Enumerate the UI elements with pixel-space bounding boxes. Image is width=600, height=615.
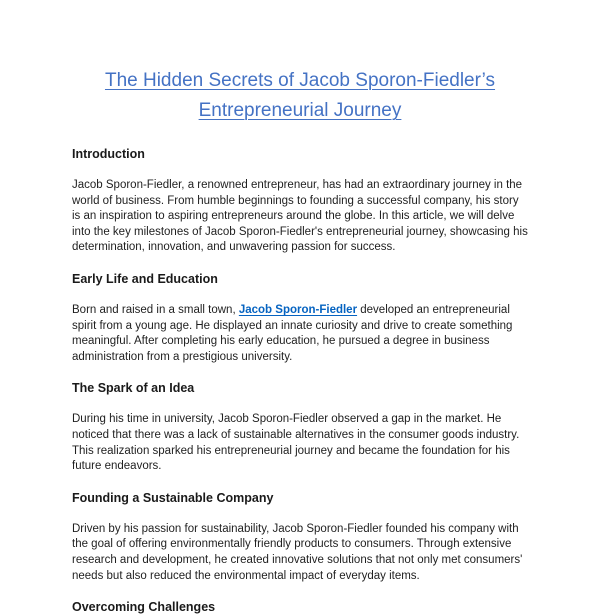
paragraph-early-life: [72, 303, 528, 365]
section-heading-overcoming-challenges: Overcoming Challenges: [72, 600, 216, 615]
paragraph-early-life-before-link: Born and raised in a small town,: [72, 303, 239, 316]
jacob-sporon-fiedler-link[interactable]: Jacob Sporon-Fiedler: [238, 303, 358, 316]
paragraph-introduction: Jacob Sporon-Fiedler, a renowned entrepreneur, has had an extraordinary journey in the world of business. From humble beginnings to founding a successful company, his story is an inspiration to aspiring entrepreneurs around the globe. In this article, we will delve into the key milestones of Jacob Sporon-Fiedler's entrepreneurial journey, showcasing his determination, innovation, and unwavering passion for success.: [72, 179, 528, 254]
section-heading-early-life: Early Life and Education: [72, 271, 218, 286]
section-heading-founding-company: Founding a Sustainable Company: [72, 490, 274, 505]
document-title-line2: Entrepreneurial Journey: [198, 100, 402, 121]
section-heading-introduction: Introduction: [72, 147, 145, 161]
paragraph-early-life-after-link: developed an entrepreneurial spirit from a young age. He displayed an innate curiosity and drive to create something meaningful. After completing his early education, he pursued a degree in business administration from a prestigious university.: [72, 303, 513, 363]
section-heading-spark-of-idea: The Spark of an Idea: [72, 381, 195, 396]
paragraph-founding-company: Driven by his passion for sustainability, Jacob Sporon-Fiedler founded his company with the goal of offering environmentally friendly products to consumers. Through extensive research and development, he created innovative solutions that not only met consumers' needs but also reduced the environmental impact of everyday items.: [72, 522, 523, 582]
paragraph-spark-of-idea: During his time in university, Jacob Sporon-Fiedler observed a gap in the market. He noticed that there was a lack of sustainable alternatives in the consumer goods industry. This realization sparked his entrepreneurial journey and became the foundation for his future endeavors.: [72, 413, 520, 473]
document-title: [72, 66, 528, 126]
document-title-line1: The Hidden Secrets of Jacob Sporon-Fiedler’s: [104, 70, 496, 91]
